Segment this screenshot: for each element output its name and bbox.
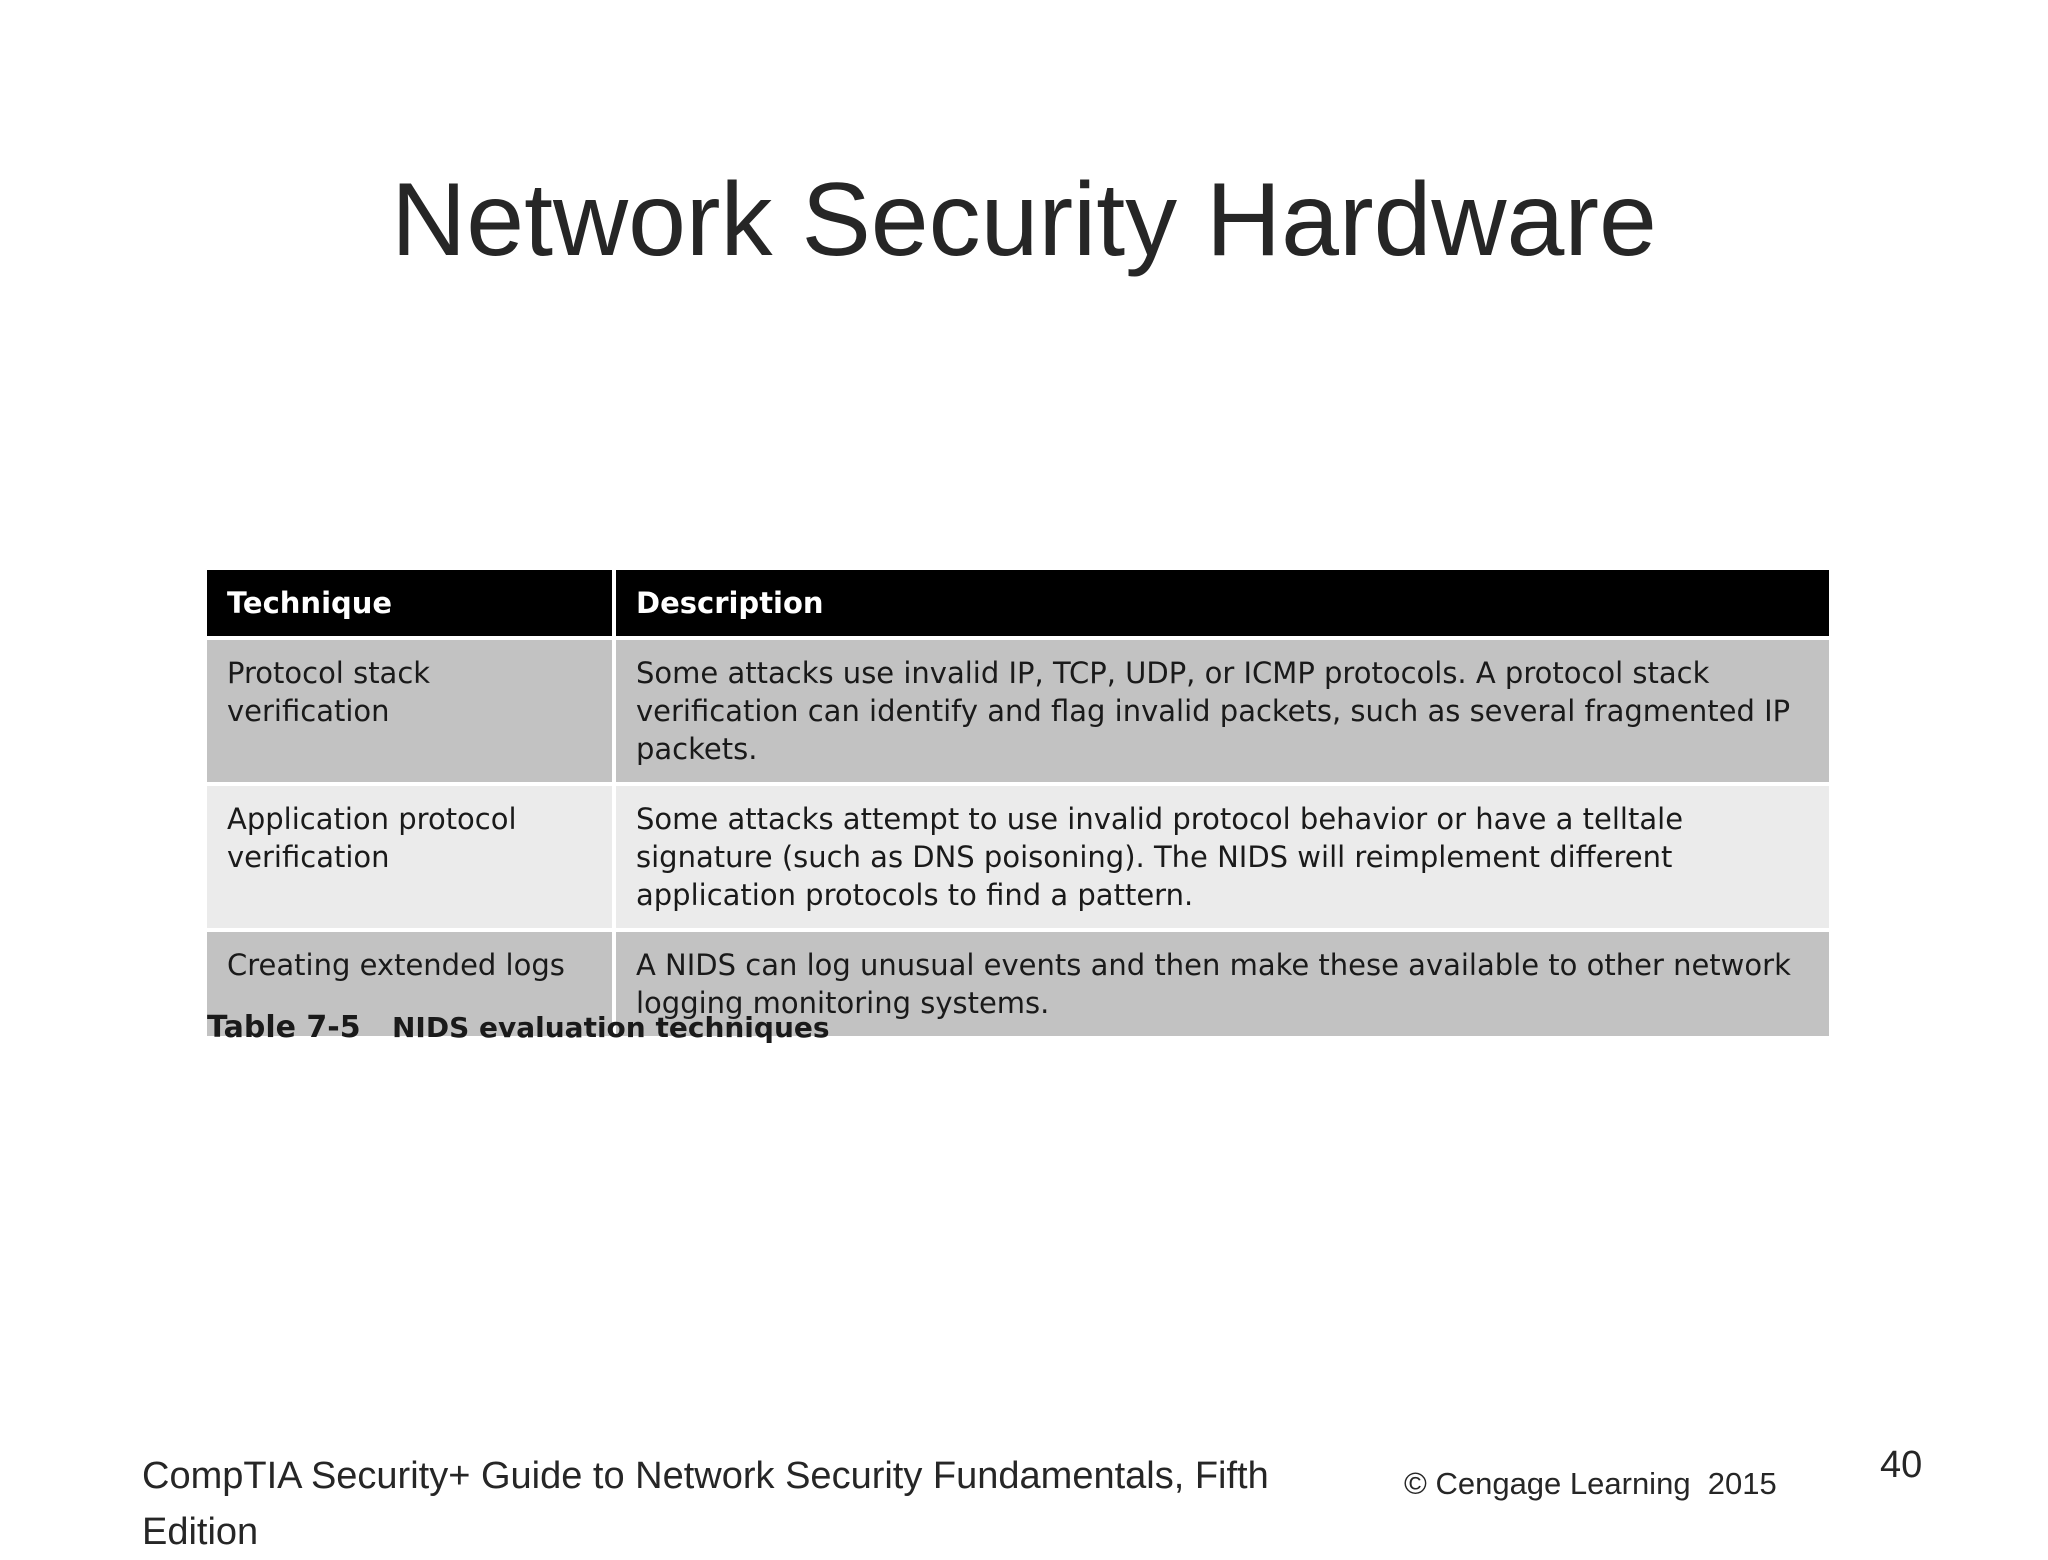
column-header-technique: Technique bbox=[207, 570, 614, 638]
footer-copyright: © Cengage Learning 2015 bbox=[1404, 1466, 1777, 1501]
nids-evaluation-table bbox=[207, 570, 1829, 1036]
table-caption-number: Table 7-5 bbox=[207, 1010, 361, 1045]
slide-title: Network Security Hardware bbox=[391, 162, 1657, 278]
technique-cell: Protocol stack verification bbox=[207, 638, 614, 784]
table-row bbox=[207, 784, 1829, 930]
description-cell: Some attacks attempt to use invalid protocol behavior or have a telltale signature (such as DNS poisoning). The NIDS will reimplement different application protocols to find a pattern. bbox=[614, 784, 1829, 930]
description-cell: Some attacks use invalid IP, TCP, UDP, or ICMP protocols. A protocol stack verification can identify and flag invalid packets, such as several fragmented IP packets. bbox=[614, 638, 1829, 784]
technique-cell: Application protocol verification bbox=[207, 784, 614, 930]
footer-page-number: 40 bbox=[1880, 1444, 1923, 1486]
table-caption bbox=[207, 1010, 830, 1045]
table-row bbox=[207, 638, 1829, 784]
table-header-row bbox=[207, 570, 1829, 638]
description-cell: A NIDS can log unusual events and then make these available to other network logging monitoring systems. bbox=[614, 930, 1829, 1036]
table-caption-text: NIDS evaluation techniques bbox=[392, 1011, 830, 1044]
footer-book-title: CompTIA Security+ Guide to Network Security Fundamentals, Fifth Edition bbox=[142, 1455, 1269, 1553]
technique-cell: Creating extended logs bbox=[207, 930, 614, 1036]
column-header-description: Description bbox=[614, 570, 1829, 638]
